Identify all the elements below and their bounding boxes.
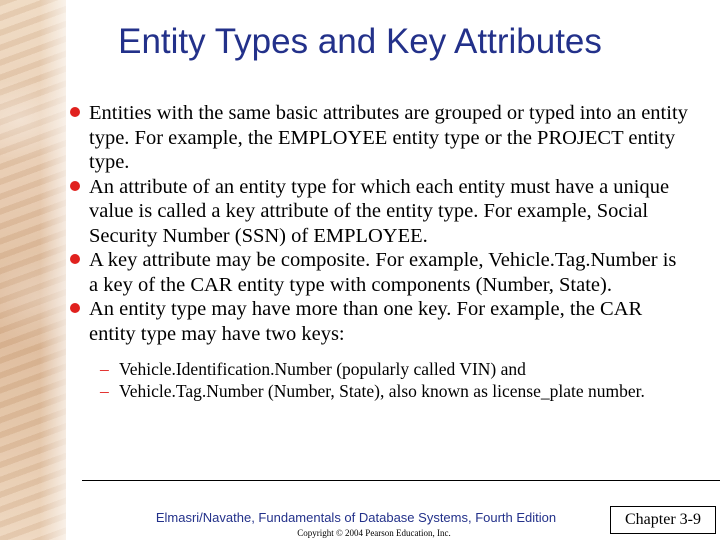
bullet-text: Entities with the same basic attributes are grouped or typed into an entity type. For example, the EMPLOYEE entity type or the PROJECT entity type. (89, 102, 688, 173)
bullet-dot-icon (70, 254, 80, 264)
bullet-item (70, 175, 690, 249)
bullet-item (70, 248, 690, 297)
sub-bullet-text: Vehicle.Identification.Number (popularly called VIN) and (119, 359, 526, 379)
slide-content (70, 101, 690, 402)
bullet-text: An entity type may have more than one key. For example, the CAR entity type may have two keys: (89, 298, 643, 345)
footer-divider (82, 480, 720, 481)
sub-bullet-item (100, 358, 690, 380)
bullet-text: An attribute of an entity type for which each entity must have a unique value is called a key attribute of the entity type. For example, Social Security Number (SSN) of EMPLOYEE. (89, 175, 670, 247)
dash-icon: – (100, 359, 109, 379)
sub-bullet-list (70, 358, 690, 402)
bullet-item (70, 297, 690, 346)
slide-title: Entity Types and Key Attributes (118, 22, 602, 61)
dash-icon: – (100, 381, 109, 401)
sub-bullet-item (100, 380, 690, 402)
bullet-dot-icon (70, 107, 80, 117)
footer-book-citation: Elmasri/Navathe, Fundamentals of Database Systems, Fourth Edition (155, 510, 557, 525)
bullet-dot-icon (70, 181, 80, 191)
bullet-dot-icon (70, 303, 80, 313)
bullet-item (70, 101, 690, 175)
footer-copyright: Copyright © 2004 Pearson Education, Inc. (297, 528, 451, 538)
bullet-text: A key attribute may be composite. For example, Vehicle.Tag.Number is a key of the CAR entity type with components (Number, State). (89, 249, 677, 296)
bullet-list (70, 101, 690, 346)
chapter-label: Chapter 3-9 (610, 506, 716, 534)
sub-bullet-text: Vehicle.Tag.Number (Number, State), also known as license_plate number. (119, 381, 645, 401)
